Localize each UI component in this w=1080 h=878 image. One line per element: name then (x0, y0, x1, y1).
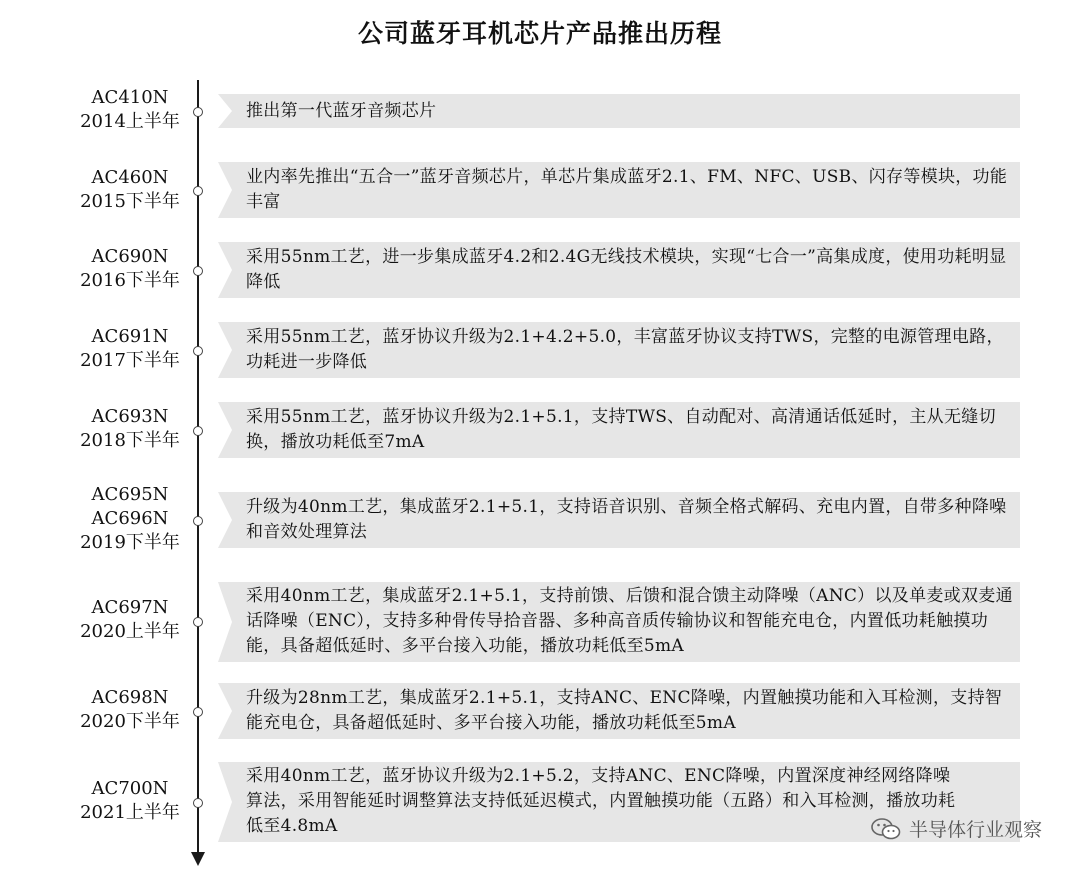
milestone-label (60, 166, 200, 214)
milestone-model-2: AC696N (91, 508, 169, 529)
milestone-period: 2018下半年 (80, 430, 180, 451)
milestone-period: 2017下半年 (80, 350, 180, 371)
milestone-model: AC695N (91, 484, 169, 505)
milestone-desc: 采用40nm工艺，蓝牙协议升级为2.1+5.2，支持ANC、ENC降噪，内置深度神经网络降噪算法，采用智能延时调整算法支持低延迟模式，内置触摸功能（五路）和入耳检测，播放功耗低至4.8mA (246, 766, 956, 836)
timeline-arrow-icon (191, 852, 205, 866)
milestone-label (60, 483, 200, 555)
milestone-model: AC693N (91, 406, 169, 427)
milestone-period: 2020下半年 (80, 711, 180, 732)
milestone-label (60, 245, 200, 293)
milestone-label (60, 686, 200, 734)
milestone-label (60, 405, 200, 453)
milestone-label (60, 86, 200, 134)
milestone-period: 2020上半年 (80, 621, 180, 642)
milestone-period: 2015下半年 (80, 191, 180, 212)
milestone-period: 2016下半年 (80, 270, 180, 291)
diagram-title: 公司蓝牙耳机芯片产品推出历程 (357, 19, 722, 48)
timeline-node (193, 426, 203, 436)
watermark-text: 半导体行业观察 (908, 819, 1042, 841)
milestone-model: AC460N (91, 167, 169, 188)
milestone-label (60, 325, 200, 373)
timeline-node (193, 798, 203, 808)
timeline-node (193, 186, 203, 196)
milestone-model: AC690N (91, 246, 169, 267)
milestone-desc: 升级为40nm工艺，集成蓝牙2.1+5.1，支持语音识别、音频全格式解码、充电内置，自带多种降噪和音效处理算法 (246, 497, 1007, 542)
milestone-model: AC698N (91, 687, 169, 708)
milestone-model: AC691N (91, 326, 169, 347)
milestone-model: AC700N (91, 778, 169, 799)
wechat-icon (871, 817, 901, 841)
milestone-label (60, 596, 200, 644)
milestone-desc: 采用55nm工艺，进一步集成蓝牙4.2和2.4G无线技术模块，实现“七合一”高集成度，使用功耗明显降低 (246, 247, 1007, 292)
milestone-label (60, 777, 200, 825)
milestone-period: 2014上半年 (80, 111, 180, 132)
timeline-node (193, 107, 203, 117)
timeline-node (193, 707, 203, 717)
milestone-desc: 采用40nm工艺，集成蓝牙2.1+5.1，支持前馈、后馈和混合馈主动降噪（ANC）以及单麦或双麦通话降噪（ENC），支持多种骨传导拾音器、多种高音质传输协议和智能充电仓，内置低功耗触摸功能，具备超低延时、多平台接入功能，播放功耗低至5mA (246, 586, 1013, 656)
milestone-model: AC697N (91, 597, 169, 618)
milestone-desc: 升级为28nm工艺，集成蓝牙2.1+5.1，支持ANC、ENC降噪，内置触摸功能和入耳检测，支持智能充电仓，具备超低延时、多平台接入功能，播放功耗低至5mA (246, 688, 1003, 733)
milestone-period: 2021上半年 (80, 802, 180, 823)
timeline-node (193, 617, 203, 627)
timeline-node (193, 516, 203, 526)
milestone-model: AC410N (91, 87, 169, 108)
timeline-node (193, 346, 203, 356)
milestone-desc: 采用55nm工艺，蓝牙协议升级为2.1+4.2+5.0，丰富蓝牙协议支持TWS，完整的电源管理电路，功耗进一步降低 (246, 327, 1004, 372)
timeline-node (193, 266, 203, 276)
milestone-desc: 推出第一代蓝牙音频芯片 (246, 101, 437, 121)
milestone-period: 2019下半年 (80, 532, 180, 553)
milestone-desc: 采用55nm工艺，蓝牙协议升级为2.1+5.1，支持TWS、自动配对、高清通话低延时，主从无缝切换，播放功耗低至7mA (246, 407, 996, 452)
watermark (871, 815, 1042, 842)
milestone-desc: 业内率先推出“五合一”蓝牙音频芯片，单芯片集成蓝牙2.1、FM、NFC、USB、闪存等模块，功能丰富 (246, 167, 1008, 212)
